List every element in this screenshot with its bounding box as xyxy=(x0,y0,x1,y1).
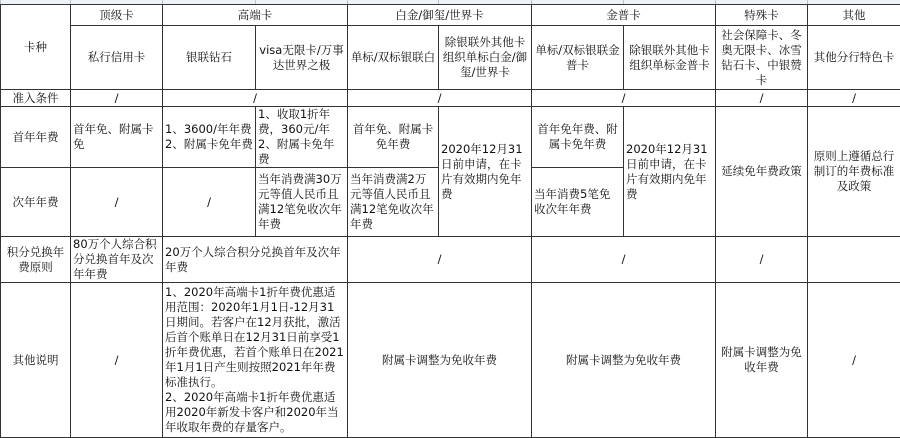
card-name: 单标/双标银联白 xyxy=(348,26,439,90)
cell: 1、3600/年年费 2、附属卡免年费 xyxy=(163,107,256,168)
cell: 当年消费满30万元等值人民币且满12笔免收次年年费 xyxy=(256,168,348,237)
notes-row xyxy=(1,283,900,438)
row-label: 首年年费 xyxy=(1,107,71,168)
cell: / xyxy=(71,168,163,237)
cell: 20万个人综合积分兑换首年及次年年费 xyxy=(163,237,348,283)
cell: 80万个人综合积分兑换首年及次年年费 xyxy=(71,237,163,283)
group-special: 特殊卡 xyxy=(716,5,808,26)
cell: / xyxy=(163,90,348,107)
card-type-label: 卡种 xyxy=(1,5,71,90)
card-name: 除银联外其他卡组织单标白金/御玺/世界卡 xyxy=(439,26,532,90)
row-label: 积分兑换年费原则 xyxy=(1,237,71,283)
group-top: 顶级卡 xyxy=(71,5,163,26)
cell: / xyxy=(716,90,808,107)
card-header-row xyxy=(1,26,900,90)
cell: 当年消费满2万元等值人民币且满12笔免收次年年费 xyxy=(348,168,439,237)
group-platinum: 白金/御玺/世界卡 xyxy=(348,5,532,26)
cell: / xyxy=(163,168,256,237)
card-name: visa无限卡/万事达世界之极 xyxy=(256,26,348,90)
cell: / xyxy=(71,283,163,438)
cell: / xyxy=(808,90,900,107)
card-name: 私行信用卡 xyxy=(71,26,163,90)
cell: / xyxy=(532,237,716,283)
card-name: 社会保障卡、冬奥无限卡、冰雪钻石卡、中银赞卡 xyxy=(716,26,808,90)
cell xyxy=(808,237,900,283)
card-name: 除银联外其他卡组织单标金普卡 xyxy=(624,26,716,90)
points-row xyxy=(1,237,900,283)
first-year-row xyxy=(1,107,900,168)
cell: 首年免、附属卡免 xyxy=(71,107,163,168)
card-name: 其他分行特色卡 xyxy=(808,26,900,90)
group-gold: 金普卡 xyxy=(532,5,716,26)
cell: 原则上遵循总行制订的年费标准及政策 xyxy=(808,107,900,237)
cell: / xyxy=(808,283,900,438)
cell: 附属卡调整为免收年费 xyxy=(532,283,716,438)
cell: 当年消费5笔免收次年年费 xyxy=(532,168,624,237)
cell: 2020年12月31日前申请，在卡片有效期内免年费 xyxy=(624,107,716,237)
row-label: 准入条件 xyxy=(1,90,71,107)
cell: 2020年12月31日前申请，在卡片有效期内免年费 xyxy=(439,107,532,237)
row-label: 次年年费 xyxy=(1,168,71,237)
entry-row xyxy=(1,90,900,107)
cell: 首年免年费、附属卡免年费 xyxy=(532,107,624,168)
row-label: 其他说明 xyxy=(1,283,71,438)
group-header-row xyxy=(1,5,900,26)
cell: 附属卡调整为免收年费 xyxy=(348,283,532,438)
card-name: 银联钻石 xyxy=(163,26,256,90)
cell: 首年免、附属卡免年费 xyxy=(348,107,439,168)
cell: 延续免年费政策 xyxy=(716,107,808,237)
cell: / xyxy=(348,90,532,107)
cell: 1、2020年高端卡1折年费优惠适用范围：2020年1月1日-12月31日期间。若客户在12月获批，激活后首个账单日在12月31日前享受1折年费优惠，若首个账单日在2021年1月1日产生则按照2021年年费标准执行。 2、2020年高端卡1折年费优惠适用2020年新发卡客户和2020年当年收取年费的存量客户。 xyxy=(163,283,348,438)
cell: 附属卡调整为免收年费 xyxy=(716,283,808,438)
group-other: 其他 xyxy=(808,5,900,26)
cell: / xyxy=(716,237,808,283)
cell: / xyxy=(348,237,532,283)
cell: / xyxy=(71,90,163,107)
card-name: 单标/双标银联金普卡 xyxy=(532,26,624,90)
cell: 1、收取1折年费，360元/年 2、附属卡免年费 xyxy=(256,107,348,168)
group-high: 高端卡 xyxy=(163,5,348,26)
cell: / xyxy=(532,90,716,107)
